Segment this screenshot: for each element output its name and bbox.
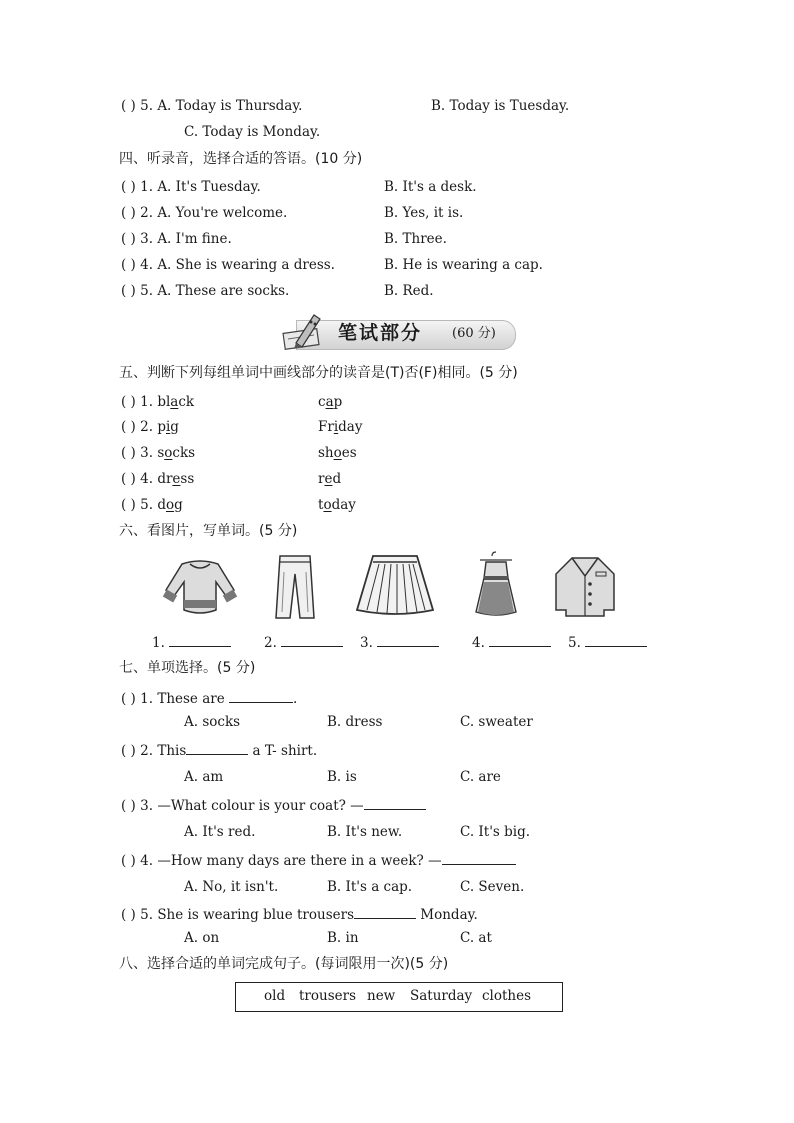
option-c: C. at bbox=[460, 930, 492, 946]
dress-icon bbox=[470, 550, 522, 620]
section-7-title: 七、单项选择。(5 分) bbox=[119, 660, 256, 676]
question-text: She is wearing blue trousers bbox=[157, 907, 354, 923]
option-a: A. socks bbox=[184, 714, 241, 730]
word-bank-item: trousers bbox=[299, 988, 356, 1004]
question-number: 3. bbox=[140, 231, 154, 247]
answer-paren[interactable]: ( ) bbox=[121, 497, 136, 513]
option-a: A. It's Tuesday. bbox=[157, 179, 261, 195]
question-number: 3. bbox=[140, 445, 154, 461]
question-text-end: Monday. bbox=[416, 907, 478, 923]
word-bank-item: new bbox=[367, 988, 396, 1004]
answer-paren[interactable]: ( ) bbox=[121, 98, 136, 114]
option-a: A. She is wearing a dress. bbox=[157, 257, 335, 273]
answer-blank[interactable] bbox=[169, 632, 231, 647]
answer-paren[interactable]: ( ) bbox=[121, 205, 136, 221]
sec7-q3 bbox=[121, 795, 426, 815]
sec7-q1 bbox=[121, 688, 297, 708]
question-number: 4. bbox=[140, 257, 154, 273]
sec3-q5 bbox=[121, 97, 302, 115]
question-number: 4. bbox=[140, 471, 154, 487]
answer-paren[interactable]: ( ) bbox=[121, 471, 136, 487]
question-number: 5. bbox=[140, 497, 154, 513]
pencil-book-icon bbox=[278, 309, 330, 351]
question-text: These are bbox=[157, 691, 229, 707]
picture-number: 1. bbox=[152, 635, 165, 651]
picture-number: 4. bbox=[472, 635, 485, 651]
word-2: shoes bbox=[318, 445, 357, 461]
sec7-q5 bbox=[121, 904, 478, 924]
option-b: B. in bbox=[327, 930, 359, 946]
question-number: 2. bbox=[140, 743, 154, 759]
word-1: black bbox=[157, 394, 195, 410]
banner-title: 笔试部分 bbox=[338, 322, 423, 344]
answer-paren[interactable]: ( ) bbox=[121, 179, 136, 195]
sec4-q2 bbox=[121, 204, 287, 222]
answer-paren[interactable]: ( ) bbox=[121, 853, 136, 869]
answer-paren[interactable]: ( ) bbox=[121, 798, 136, 814]
answer-blank[interactable] bbox=[186, 740, 248, 755]
answer-paren[interactable]: ( ) bbox=[121, 231, 136, 247]
option-b: B. It's new. bbox=[327, 824, 403, 840]
question-text: —What colour is your coat? — bbox=[157, 798, 364, 814]
answer-blank[interactable] bbox=[442, 850, 516, 865]
answer-paren[interactable]: ( ) bbox=[121, 394, 136, 410]
option-a: A. Today is Thursday. bbox=[157, 98, 303, 114]
sec4-q3 bbox=[121, 230, 232, 248]
section-4-title: 四、听录音，选择合适的答语。(10 分) bbox=[119, 151, 363, 167]
picture-answer-2 bbox=[264, 632, 343, 652]
question-number: 1. bbox=[140, 394, 154, 410]
answer-paren[interactable]: ( ) bbox=[121, 691, 136, 707]
option-a: A. It's red. bbox=[184, 824, 256, 840]
question-number: 1. bbox=[140, 179, 154, 195]
question-number: 2. bbox=[140, 205, 154, 221]
answer-blank[interactable] bbox=[585, 632, 647, 647]
banner-score: (60 分) bbox=[452, 326, 496, 341]
option-a: A. You're welcome. bbox=[157, 205, 288, 221]
option-a: A. I'm fine. bbox=[157, 231, 232, 247]
answer-blank[interactable] bbox=[489, 632, 551, 647]
sec7-q2 bbox=[121, 740, 317, 760]
question-number: 5. bbox=[140, 98, 154, 114]
question-number: 5. bbox=[140, 907, 154, 923]
answer-blank[interactable] bbox=[377, 632, 439, 647]
answer-paren[interactable]: ( ) bbox=[121, 743, 136, 759]
answer-blank[interactable] bbox=[229, 688, 293, 703]
trousers-icon bbox=[270, 552, 320, 622]
option-a: A. on bbox=[184, 930, 220, 946]
answer-paren[interactable]: ( ) bbox=[121, 907, 136, 923]
option-b: B. Three. bbox=[384, 231, 447, 247]
sec5-q3 bbox=[121, 444, 195, 462]
answer-blank[interactable] bbox=[281, 632, 343, 647]
word-2: cap bbox=[318, 394, 343, 410]
picture-number: 3. bbox=[360, 635, 373, 651]
word-1: pig bbox=[157, 419, 179, 435]
picture-answer-3 bbox=[360, 632, 439, 652]
option-c: C. sweater bbox=[460, 714, 533, 730]
option-b: B. is bbox=[327, 769, 357, 785]
sweater-icon bbox=[160, 556, 240, 620]
sec7-q4 bbox=[121, 850, 516, 870]
answer-paren[interactable]: ( ) bbox=[121, 419, 136, 435]
answer-paren[interactable]: ( ) bbox=[121, 445, 136, 461]
option-c: C. are bbox=[460, 769, 501, 785]
picture-answer-1 bbox=[152, 632, 231, 652]
option-c: C. Today is Monday. bbox=[184, 124, 321, 140]
question-number: 1. bbox=[140, 691, 154, 707]
word-1: dress bbox=[157, 471, 195, 487]
option-c: C. It's big. bbox=[460, 824, 531, 840]
word-2: Friday bbox=[318, 419, 363, 435]
word-bank-item: clothes bbox=[482, 988, 532, 1004]
written-part-banner bbox=[274, 311, 518, 349]
sec5-q1 bbox=[121, 393, 194, 411]
sec4-q1 bbox=[121, 178, 261, 196]
option-b: B. Today is Tuesday. bbox=[431, 98, 570, 114]
word-bank-box bbox=[235, 982, 563, 1012]
picture-answer-4 bbox=[472, 632, 551, 652]
section-6-title: 六、看图片，写单词。(5 分) bbox=[119, 523, 298, 539]
option-c: C. Seven. bbox=[460, 879, 525, 895]
option-b: B. It's a desk. bbox=[384, 179, 477, 195]
option-a: A. am bbox=[184, 769, 224, 785]
word-2: red bbox=[318, 471, 342, 487]
question-text-end: . bbox=[293, 691, 298, 707]
word-2: today bbox=[318, 497, 356, 513]
sec5-q5 bbox=[121, 496, 183, 514]
question-number: 4. bbox=[140, 853, 154, 869]
word-bank-item: old bbox=[264, 988, 286, 1004]
option-b: B. Red. bbox=[384, 283, 434, 299]
question-text: This bbox=[157, 743, 187, 759]
option-b: B. Yes, it is. bbox=[384, 205, 464, 221]
question-number: 5. bbox=[140, 283, 154, 299]
answer-paren[interactable]: ( ) bbox=[121, 257, 136, 273]
picture-answer-5 bbox=[568, 632, 647, 652]
question-number: 3. bbox=[140, 798, 154, 814]
word-1: socks bbox=[157, 445, 196, 461]
picture-number: 5. bbox=[568, 635, 581, 651]
question-number: 2. bbox=[140, 419, 154, 435]
option-a: A. No, it isn't. bbox=[184, 879, 279, 895]
option-a: A. These are socks. bbox=[157, 283, 290, 299]
answer-blank[interactable] bbox=[354, 904, 416, 919]
question-text: —How many days are there in a week? — bbox=[157, 853, 442, 869]
skirt-icon bbox=[353, 552, 437, 618]
sec5-q4 bbox=[121, 470, 194, 488]
question-text-end: a T- shirt. bbox=[248, 743, 318, 759]
sec4-q5 bbox=[121, 282, 289, 300]
option-b: B. It's a cap. bbox=[327, 879, 413, 895]
section-5-title: 五、判断下列每组单词中画线部分的读音是(T)否(F)相同。(5 分) bbox=[119, 365, 518, 381]
sec5-q2 bbox=[121, 418, 179, 436]
word-bank-item: Saturday bbox=[410, 988, 473, 1004]
word-1: dog bbox=[157, 497, 183, 513]
answer-blank[interactable] bbox=[364, 795, 426, 810]
option-b: B. dress bbox=[327, 714, 383, 730]
answer-paren[interactable]: ( ) bbox=[121, 283, 136, 299]
coat-icon bbox=[552, 554, 618, 620]
section-8-title: 八、选择合适的单词完成句子。(每词限用一次)(5 分) bbox=[119, 956, 449, 972]
option-b: B. He is wearing a cap. bbox=[384, 257, 543, 273]
picture-number: 2. bbox=[264, 635, 277, 651]
sec4-q4 bbox=[121, 256, 335, 274]
